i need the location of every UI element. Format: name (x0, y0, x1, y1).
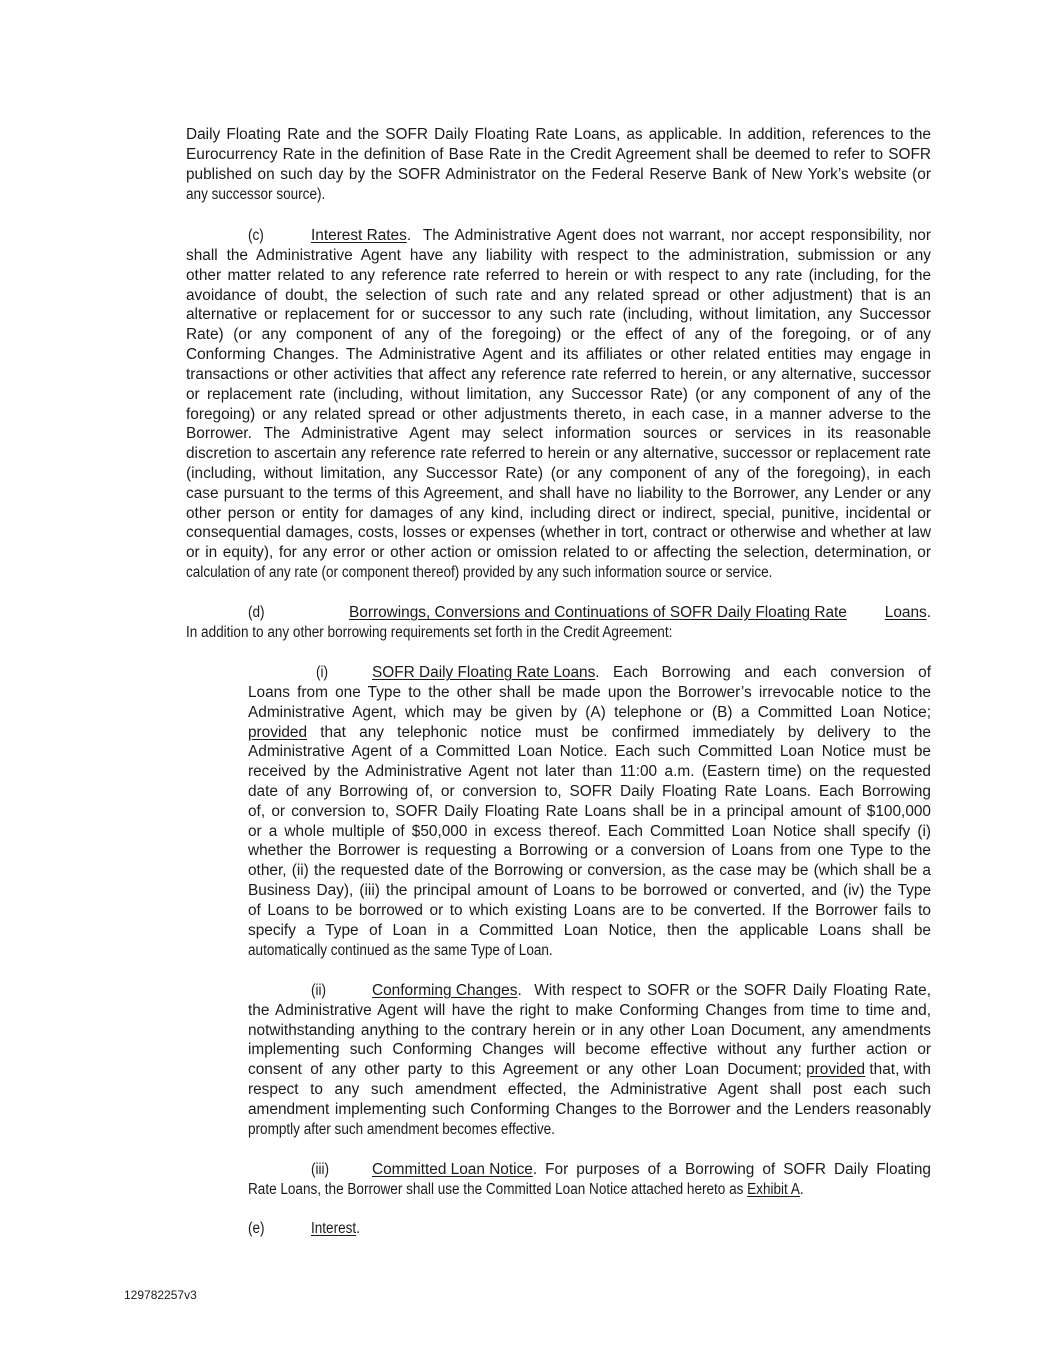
text-span: . For purposes of a Borrowing of SOFR Daily Floating (532, 1161, 931, 1178)
text-line: any successor source). (186, 186, 326, 203)
text-line: transactions or other activities that affect any reference rate referred to herein, or any alternative, successor (186, 366, 931, 383)
subsection-heading-line (372, 663, 931, 683)
text-line: avoidance of doubt, the selection of such rate and any related spread or other adjustment) that is an (186, 287, 931, 304)
text-line: respect to any such amendment effected, the Administrative Agent shall post each such (248, 1081, 931, 1098)
text-span: . (356, 1220, 360, 1237)
text-line: calculation of any rate (or component thereof) provided by any such information source or service. (186, 564, 773, 581)
text-span: . With respect to SOFR or the SOFR Daily Floating Rate, (517, 982, 931, 999)
text-line: implementing such Conforming Changes will become effective without any further action or (248, 1041, 931, 1058)
text-line: other person or entity for damages of any kind, including direct or indirect, special, punitive, incidental or (186, 505, 931, 522)
section-heading: Borrowings, Conversions and Continuations of SOFR Daily Floating Rate (349, 604, 847, 621)
section-heading: Interest Rates (311, 227, 407, 244)
text-line: received by the Administrative Agent not later than 11:00 a.m. (Eastern time) on the requested (248, 763, 931, 780)
text-line: Loans from one Type to the other shall be made upon the Borrower’s irrevocable notice to the (248, 684, 931, 701)
subsection-label: (i) (316, 664, 329, 681)
text-line (248, 723, 931, 743)
text-line: alternative or replacement for or successor to any such rate (including, without limitation, any Successor (186, 306, 931, 323)
section-label: (c) (248, 227, 264, 244)
text-line: of Loans to be borrowed or to which existing Loans are to be converted. If the Borrower fails to (248, 902, 931, 919)
text-line: Daily Floating Rate and the SOFR Daily Floating Rate Loans, as applicable. In addition, references to the (186, 126, 931, 143)
text-span: . Each Borrowing and each conversion of (595, 664, 931, 681)
text-span: that, with (865, 1061, 931, 1078)
text-line: or replacement rate (including, without limitation, any Successor Rate) (or any component of any of the (186, 386, 931, 403)
provided-term: provided (248, 724, 308, 741)
section-heading: Loans (884, 604, 927, 621)
text-line (248, 1060, 931, 1080)
text-span: . (926, 604, 931, 621)
subsection-label: (ii) (311, 982, 327, 999)
text-line: of, or conversion to, SOFR Daily Floating Rate Loans shall be in a principal amount of $100,000 (248, 803, 931, 820)
text-line: amendment implementing such Conforming Changes to the Borrower and the Lenders reasonably (248, 1101, 931, 1118)
text-line (248, 1180, 804, 1200)
subsection-heading-line (372, 1160, 931, 1180)
text-line: or in equity), for any error or other action or omission related to or affecting the selection, determination, or (186, 544, 931, 561)
text-span: . The Administrative Agent does not warrant, nor accept responsibility, nor (406, 227, 931, 244)
text-line: published on such day by the SOFR Administrator on the Federal Reserve Bank of New York’s website (or (186, 166, 931, 183)
text-line: (including, without limitation, any Successor Rate) (or any component of any of the foregoing), in each (186, 465, 931, 482)
subsection-heading-line (372, 981, 931, 1001)
text-line: other, (ii) the requested date of the Borrowing or conversion, as the case may be (which shall be a (248, 862, 931, 879)
text-line: discretion to ascertain any reference rate referred to herein or any alternative, successor or replacement rate (186, 445, 931, 462)
section-heading-line (349, 603, 931, 623)
section-label: (d) (248, 604, 265, 621)
text-span: that any telephonic notice must be confirmed immediately by delivery to the (307, 724, 931, 741)
text-line: Administrative Agent of a Committed Loan Notice. Each such Committed Loan Notice must be (248, 743, 931, 760)
section-heading-line (311, 1219, 360, 1239)
subsection-heading: Committed Loan Notice (372, 1161, 533, 1178)
text-line: consequential damages, costs, losses or expenses (whether in tort, contract or otherwise and whether at law (186, 524, 931, 541)
text-line: Conforming Changes. The Administrative Agent and its affiliates or other related entities may engage in (186, 346, 931, 363)
exhibit-reference: Exhibit A (747, 1181, 800, 1198)
text-line: other matter related to any reference rate referred to herein or with respect to any rate (including, for the (186, 267, 931, 284)
text-line: shall the Administrative Agent have any liability with respect to the administration, submission or any (186, 247, 931, 264)
text-line: automatically continued as the same Type of Loan. (248, 942, 553, 959)
text-line: foregoing) or any related spread or other adjustments thereto, in each case, in a manner adverse to the (186, 406, 931, 423)
text-line: whether the Borrower is requesting a Borrowing or a conversion of Loans from one Type to the (248, 842, 931, 859)
text-line: promptly after such amendment becomes effective. (248, 1121, 555, 1138)
text-line: Eurocurrency Rate in the definition of Base Rate in the Credit Agreement shall be deemed to refer to SOFR (186, 146, 931, 163)
provided-term: provided (806, 1061, 866, 1078)
text-line: In addition to any other borrowing requirements set forth in the Credit Agreement: (186, 624, 673, 641)
text-line: notwithstanding anything to the contrary herein or in any other Loan Document, any amendments (248, 1022, 931, 1039)
section-heading-line (311, 226, 931, 246)
text-line: specify a Type of Loan in a Committed Loan Notice, then the applicable Loans shall be (248, 922, 931, 939)
text-line: the Administrative Agent will have the right to make Conforming Changes from time to time and, (248, 1002, 931, 1019)
text-line: or a whole multiple of $50,000 in excess thereof. Each Committed Loan Notice shall specify (i) (248, 823, 931, 840)
text-span: consent of any other party to this Agreement or any other Loan Document; (248, 1061, 807, 1078)
subsection-heading: SOFR Daily Floating Rate Loans (372, 664, 596, 681)
text-line: date of any Borrowing of, or conversion to, SOFR Daily Floating Rate Loans. Each Borrowing (248, 783, 931, 800)
text-line: case pursuant to the terms of this Agreement, and shall have no liability to the Borrower, any Lender or any (186, 485, 931, 502)
text-span: . (799, 1181, 804, 1198)
text-line: Borrower. The Administrative Agent may select information sources or services in its reasonable (186, 425, 931, 442)
document-id-footer: 129782257v3 (124, 1288, 197, 1302)
section-heading: Interest (311, 1220, 357, 1237)
text-line: Rate) (or any component of any of the foregoing) or the effect of any of the foregoing, or of any (186, 326, 931, 343)
subsection-heading: Conforming Changes (372, 982, 518, 999)
text-line: Business Day), (iii) the principal amount of Loans to be borrowed or converted, and (iv) the Type (248, 882, 931, 899)
text-span: Rate Loans, the Borrower shall use the Committed Loan Notice attached hereto as (248, 1181, 748, 1198)
subsection-label: (iii) (311, 1161, 330, 1178)
text-line: Administrative Agent, which may be given by (A) telephone or (B) a Committed Loan Notice; (248, 704, 931, 721)
section-label: (e) (248, 1220, 265, 1237)
